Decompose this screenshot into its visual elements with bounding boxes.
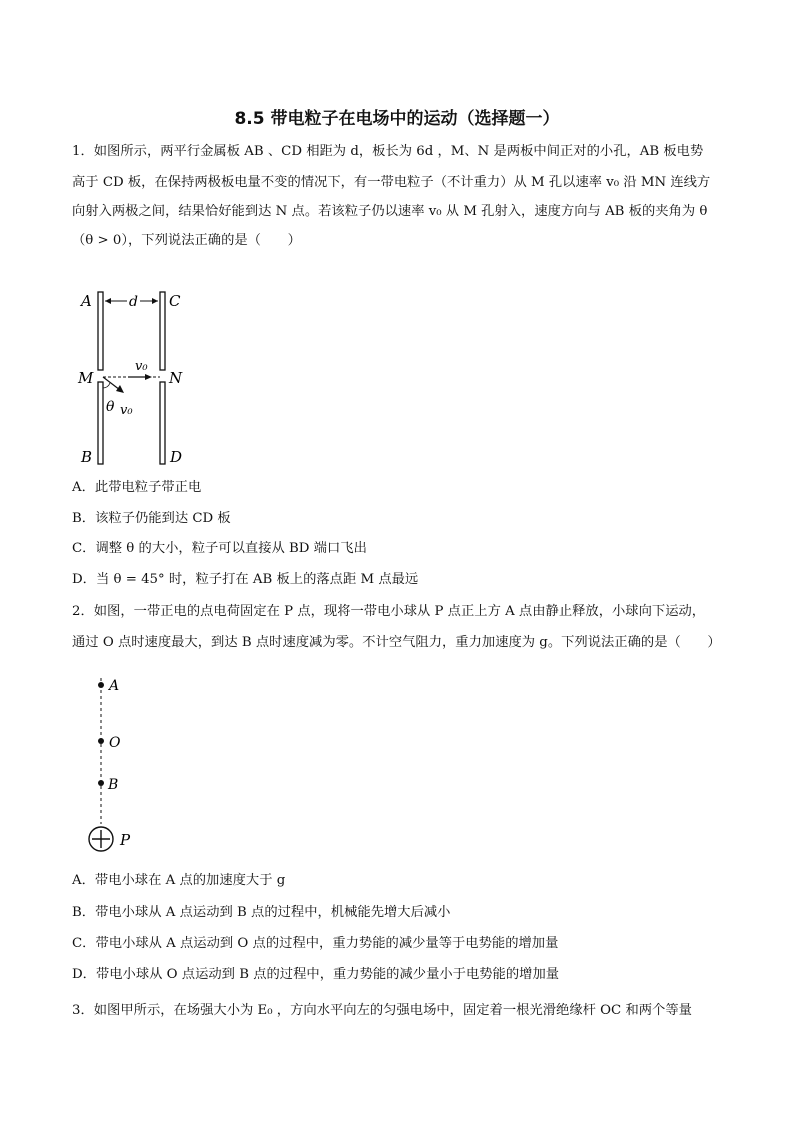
q3-line-1: 3．如图甲所示，在场强大小为 E₀ ，方向水平向左的匀强电场中，固定着一根光滑绝缘杆 OC 和两个等量 — [72, 1003, 692, 1018]
q1-option-d: D．当 θ = 45° 时，粒子打在 AB 板上的落点距 M 点最远 — [72, 572, 419, 587]
label-v0-bottom: v₀ — [120, 403, 133, 418]
q1-line-2: 高于 CD 板，在保持两极板电量不变的情况下，有一带电粒子（不计重力）从 M 孔以速率 v₀ 沿 MN 连线方 — [72, 175, 711, 190]
plate-cd-upper — [160, 292, 165, 370]
q1-line-3: 向射入两极之间，结果恰好能到达 N 点。若该粒子仍以速率 v₀ 从 M 孔射入，速度方向与 AB 板的夹角为 θ — [72, 204, 708, 219]
label-B: B — [108, 777, 119, 793]
label-D: D — [170, 448, 183, 466]
point-B — [98, 780, 104, 786]
q2-option-c: C．带电小球从 A 点运动到 O 点的过程中，重力势能的减少量等于电势能的增加量 — [72, 936, 559, 951]
q1-option-b: B．该粒子仍能到达 CD 板 — [72, 511, 231, 526]
q2-line-2: 通过 O 点时速度最大，到达 B 点时速度减为零。不计空气阻力，重力加速度为 g。下列说法正确的是（ ） — [72, 635, 721, 650]
q1-line-4: （θ > 0），下列说法正确的是（ ） — [72, 233, 301, 248]
plate-ab-lower — [98, 382, 103, 464]
label-C: C — [169, 292, 181, 310]
q1-figure-parallel-plates — [72, 286, 202, 471]
q2-option-b: B．带电小球从 A 点运动到 B 点的过程中，机械能先增大后减小 — [72, 905, 451, 920]
q1-option-a: A．此带电粒子带正电 — [72, 480, 202, 495]
page-title: 8.5 带电粒子在电场中的运动（选择题一） — [234, 109, 560, 129]
q1-line-1: 1．如图所示，两平行金属板 AB 、CD 相距为 d，板长为 6d ，M、N 是两板中间正对的小孔，AB 板电势 — [72, 144, 704, 159]
q2-option-a: A．带电小球在 A 点的加速度大于 g — [72, 873, 286, 888]
label-O: O — [109, 735, 121, 751]
angled-velocity-arrow — [103, 377, 120, 390]
plate-ab-upper — [98, 292, 103, 370]
label-A: A — [109, 678, 120, 694]
label-B: B — [81, 448, 93, 466]
q2-line-1: 2．如图，一带正电的点电荷固定在 P 点，现将一带电小球从 P 点正上方 A 点由静止释放，小球向下运动， — [72, 604, 706, 619]
label-N: N — [169, 369, 183, 387]
point-A — [98, 682, 104, 688]
q2-option-d: D．带电小球从 O 点运动到 B 点的过程中，重力势能的减少量小于电势能的增加量 — [72, 967, 560, 982]
q1-option-c: C．调整 θ 的大小，粒子可以直接从 BD 端口飞出 — [72, 541, 367, 556]
label-theta: θ — [106, 399, 115, 415]
plate-cd-lower — [160, 382, 165, 464]
label-M: M — [78, 369, 94, 387]
label-v0-top: v₀ — [135, 359, 148, 374]
q2-figure-vertical-line — [84, 672, 154, 857]
label-A: A — [81, 292, 92, 310]
point-O — [98, 738, 104, 744]
label-d: d — [129, 294, 138, 310]
label-P: P — [120, 831, 131, 849]
